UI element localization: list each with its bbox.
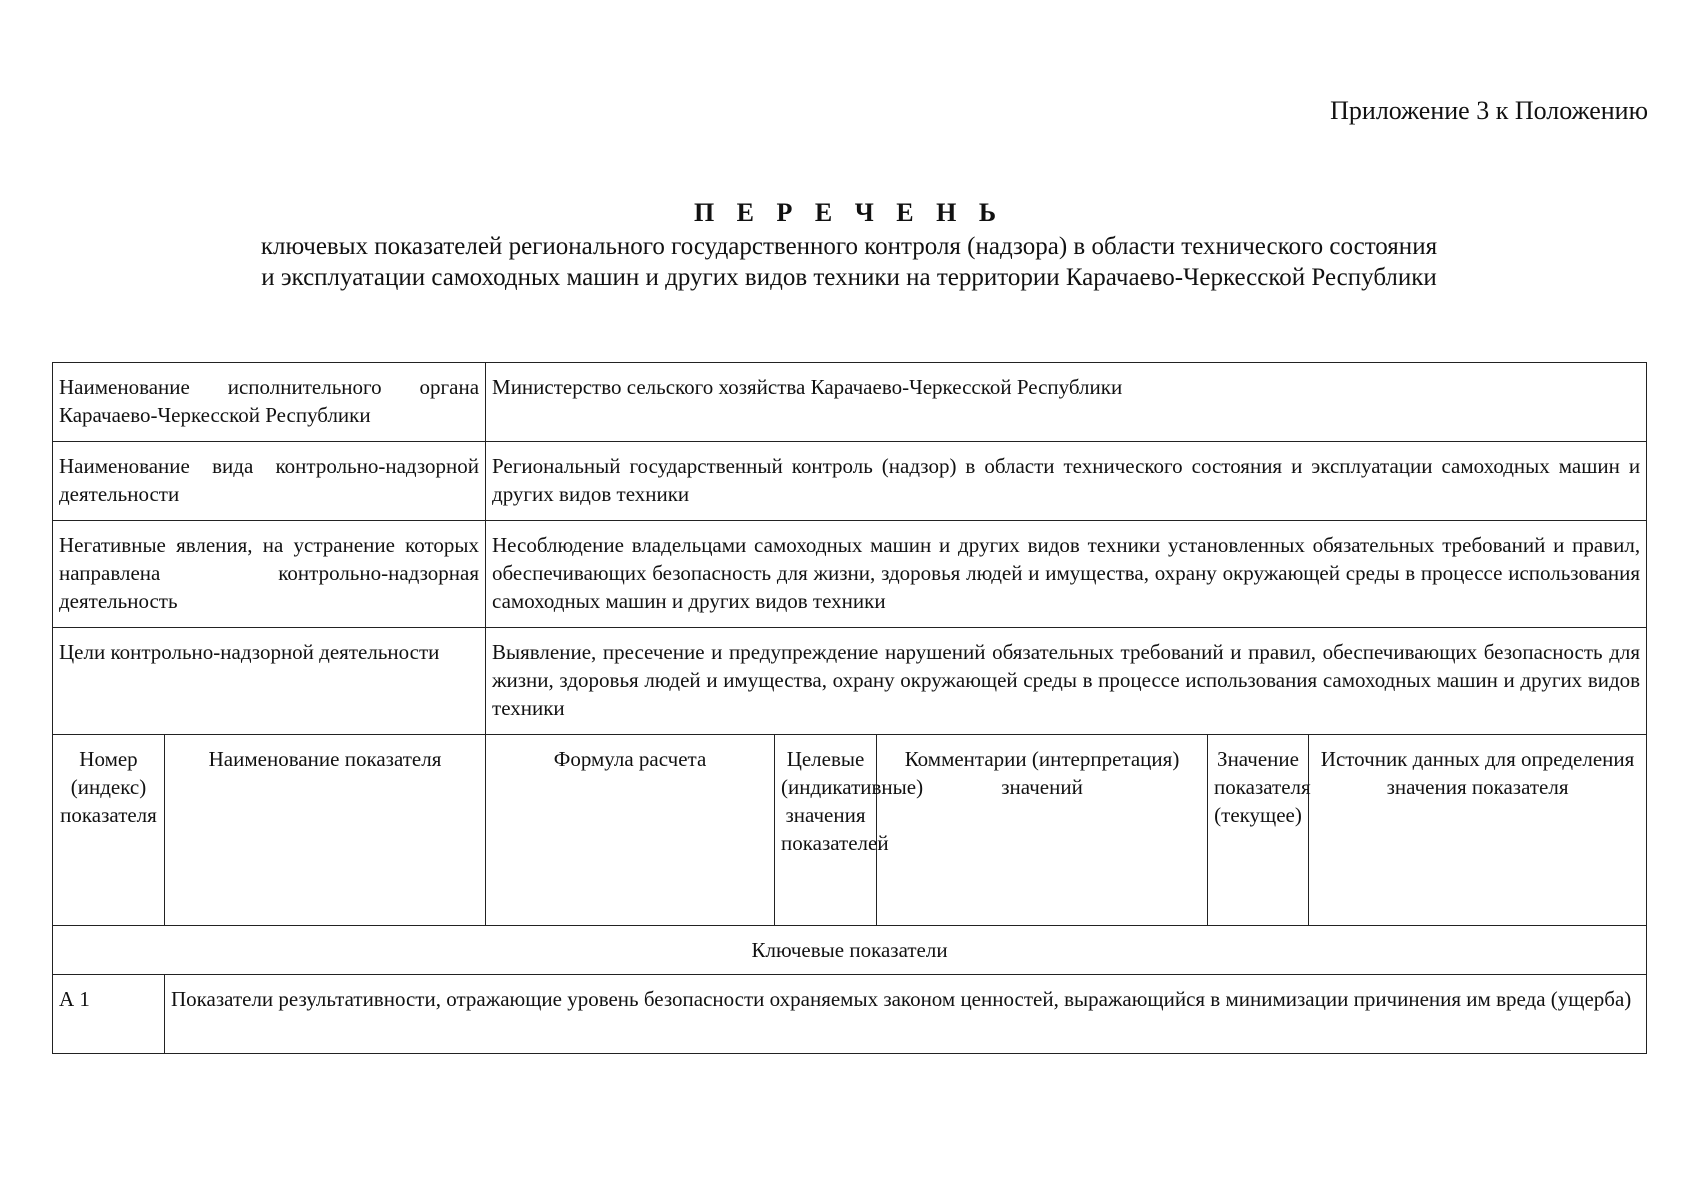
column-header-current-value: Значение показателя (текущее) bbox=[1208, 735, 1309, 926]
column-header-name: Наименование показателя bbox=[165, 735, 486, 926]
column-header-target: Целевые (индикативные) значения показателей bbox=[775, 735, 877, 926]
info-value: Несоблюдение владельцами самоходных машин и других видов техники установленных обязательных требований и правил, обеспечивающих безопасность для жизни, здоровья людей и имущества, охрану окружающей среды в процессе использования самоходных машин и других видов техники bbox=[486, 521, 1647, 628]
info-row-activity-type bbox=[53, 442, 1647, 521]
subtitle-line-1: ключевых показателей регионального государственного контроля (надзора) в области технического состояния bbox=[260, 233, 1438, 260]
section-row bbox=[53, 926, 1647, 975]
info-row-authority bbox=[53, 363, 1647, 442]
row-text: Показатели результативности, отражающие уровень безопасности охраняемых законом ценностей, выражающийся в минимизации причинения им вреда (ущерба) bbox=[165, 975, 1647, 1054]
row-index: А 1 bbox=[53, 975, 165, 1054]
document-subtitle bbox=[0, 231, 1698, 293]
info-label: Цели контрольно-надзорной деятельности bbox=[53, 628, 486, 735]
info-row-negative-phenomena bbox=[53, 521, 1647, 628]
info-value: Министерство сельского хозяйства Карачаево-Черкесской Республики bbox=[486, 363, 1647, 442]
subtitle-line-2: и эксплуатации самоходных машин и других видов техники на территории Карачаево-Черкесской Республики bbox=[261, 264, 1437, 291]
info-label: Негативные явления, на устранение которых направлена контрольно-надзорная деятельность bbox=[53, 521, 486, 628]
table-row bbox=[53, 975, 1647, 1054]
column-header-data-source: Источник данных для определения значения показателя bbox=[1309, 735, 1647, 926]
column-header-index: Номер (индекс) показателя bbox=[53, 735, 165, 926]
info-value: Выявление, пресечение и предупреждение нарушений обязательных требований и правил, обеспечивающих безопасность для жизни, здоровья людей и имущества, охрану окружающей среды в процессе использования самоходных машин и других видов техники bbox=[486, 628, 1647, 735]
column-header-formula: Формула расчета bbox=[486, 735, 775, 926]
info-label: Наименование вида контрольно-надзорной деятельности bbox=[53, 442, 486, 521]
info-value: Региональный государственный контроль (надзор) в области технического состояния и эксплуатации самоходных машин и других видов техники bbox=[486, 442, 1647, 521]
section-title: Ключевые показатели bbox=[53, 926, 1647, 975]
column-header-row bbox=[53, 735, 1647, 926]
document-heading bbox=[0, 198, 1698, 293]
info-label: Наименование исполнительного органа Карачаево-Черкесской Республики bbox=[53, 363, 486, 442]
document-title: П Е Р Е Ч Е Н Ь bbox=[693, 198, 1005, 227]
info-row-goals bbox=[53, 628, 1647, 735]
indicators-table bbox=[52, 362, 1647, 1054]
column-header-comments: Комментарии (интерпретация) значений bbox=[877, 735, 1208, 926]
appendix-note: Приложение 3 к Положению bbox=[1330, 96, 1648, 125]
